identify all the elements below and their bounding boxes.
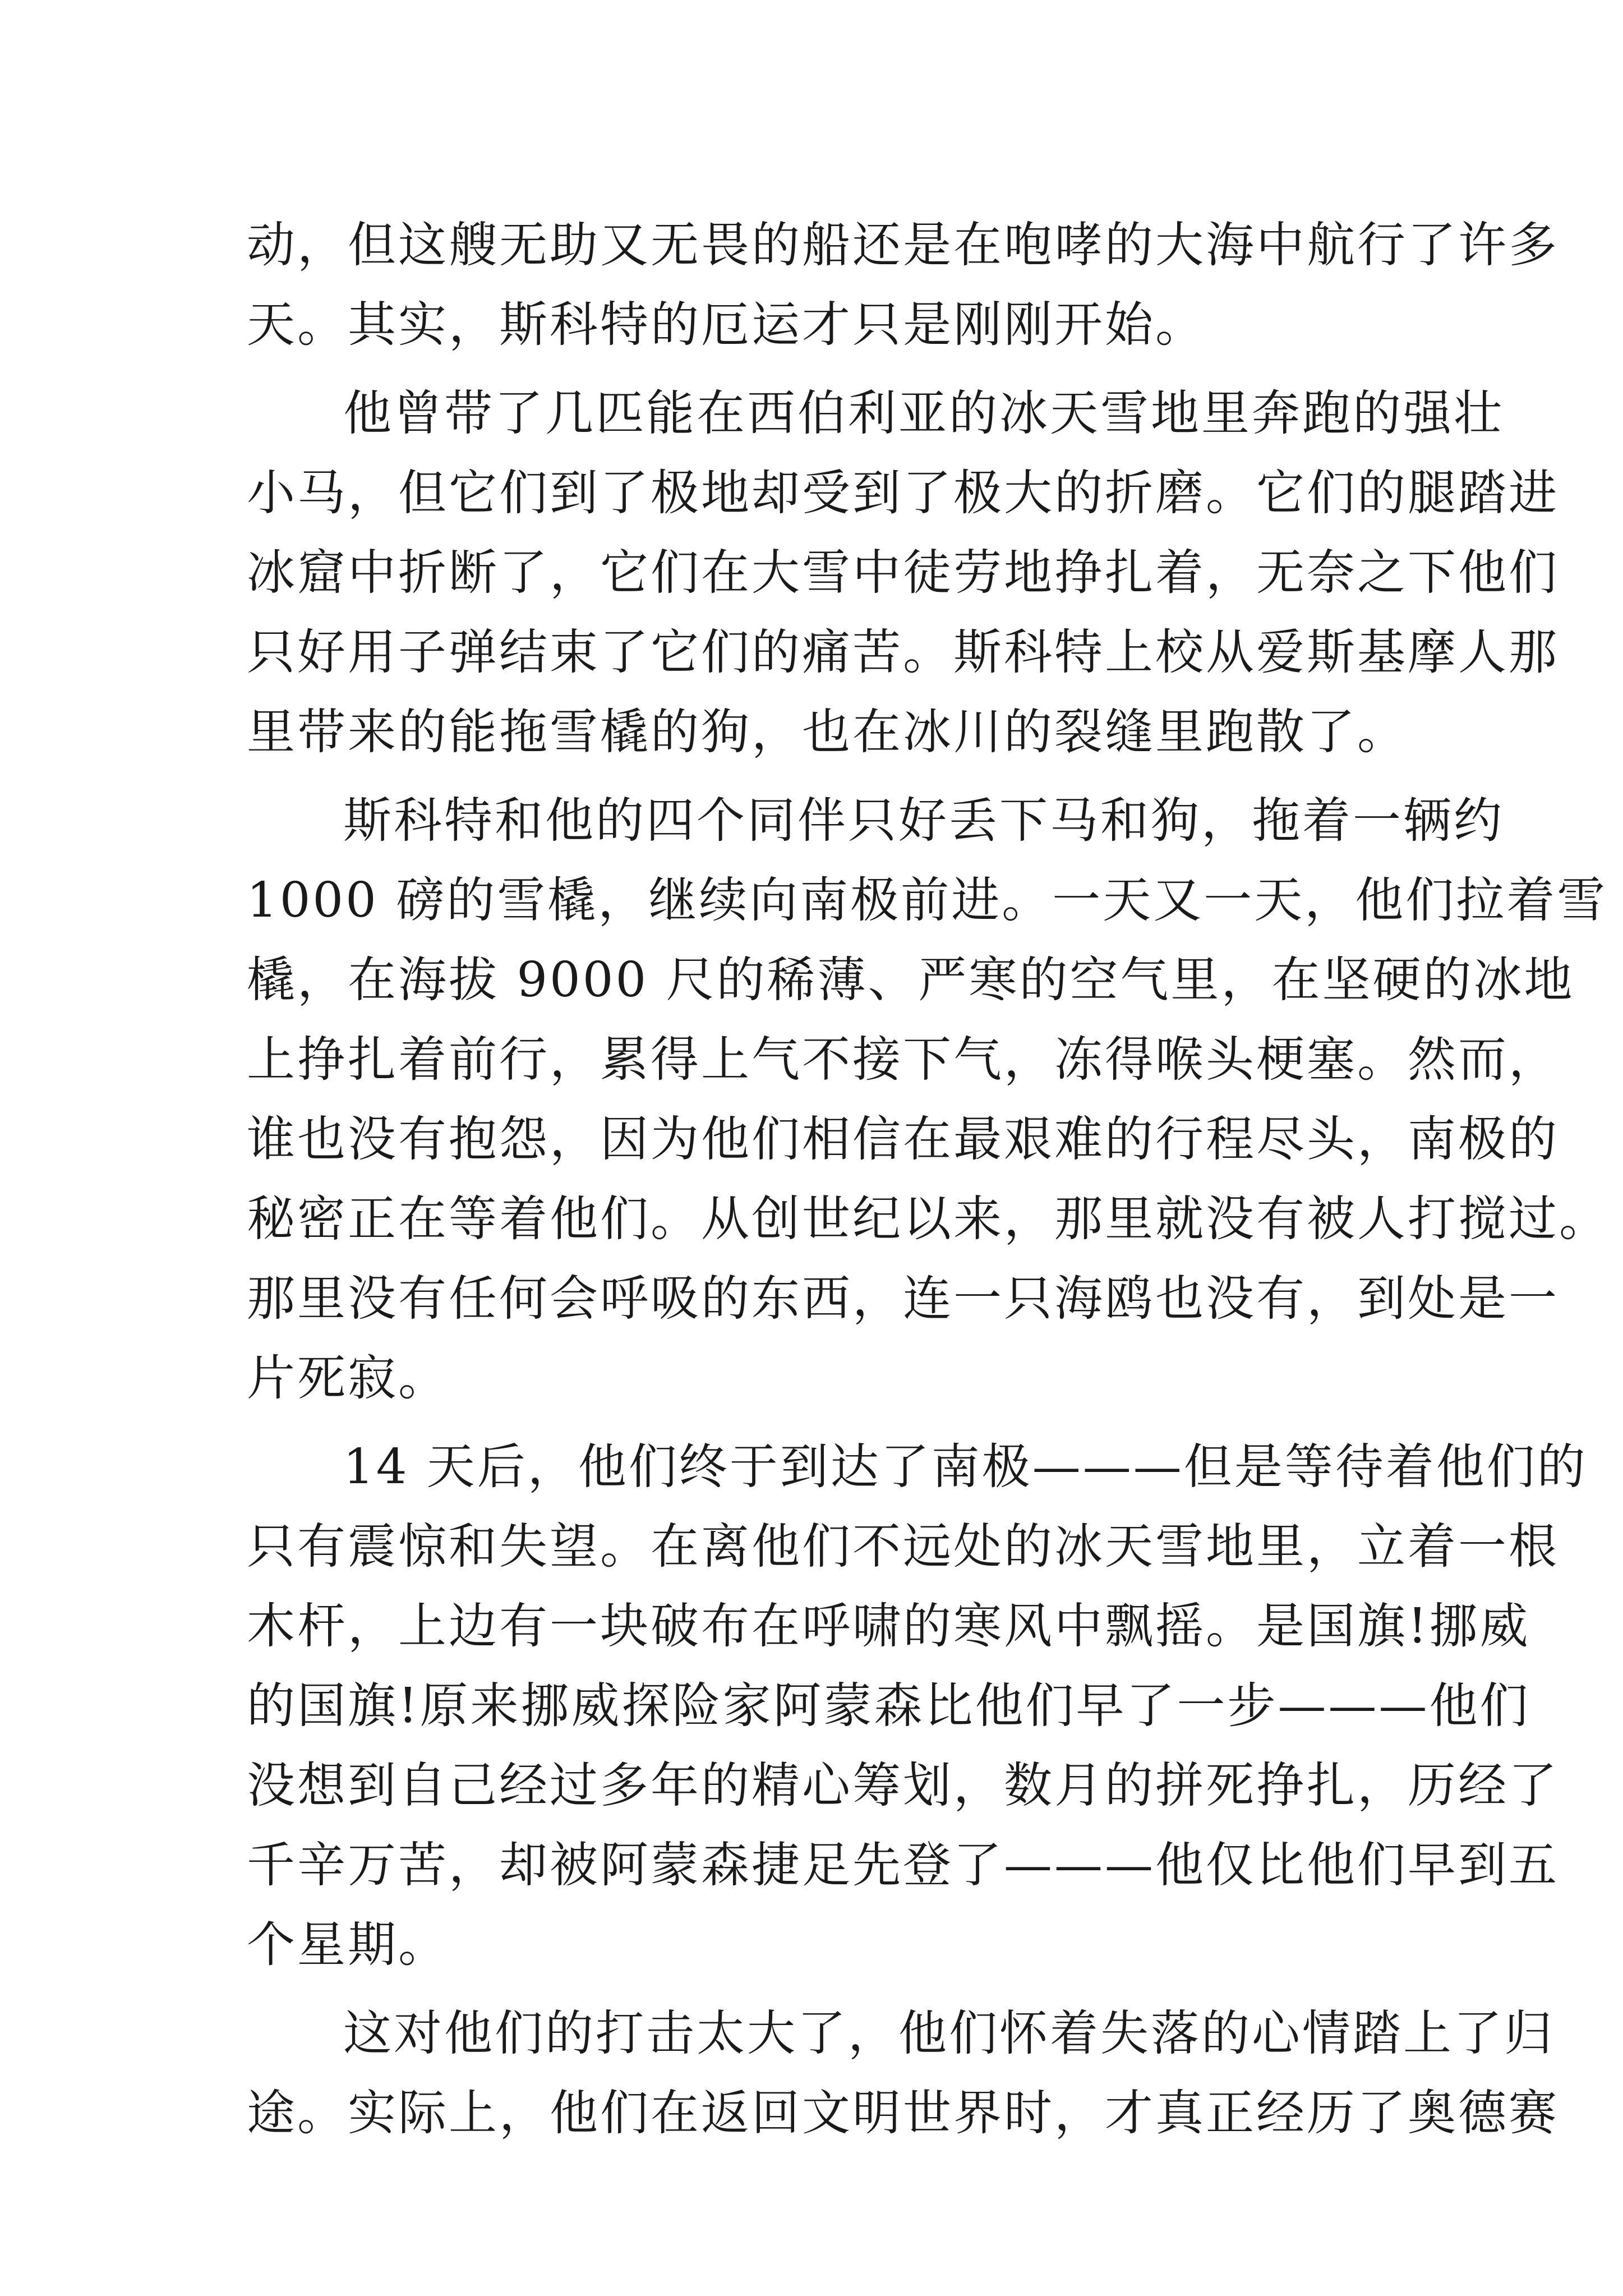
text-line: 谁也没有抱怨，因为他们相信在最艰难的行程尽头，南极的 xyxy=(247,1111,1559,1167)
paragraph-5 xyxy=(247,1994,1559,2153)
text-line: 上挣扎着前行，累得上气不接下气，冻得喉头梗塞。然而， xyxy=(247,1032,1559,1088)
text-line: 秘密正在等着他们。从创世纪以来，那里就没有被人打搅过。 xyxy=(247,1191,1610,1247)
text-line: 橇，在海拔 9000 尺的稀薄、严寒的空气里，在坚硬的冰地 xyxy=(247,952,1575,1008)
text-line: 这对他们的打击太大了，他们怀着失落的心情踏上了归 xyxy=(343,2005,1555,2062)
text-line: 木杆，上边有一块破布在呼啸的寒风中飘摇。是国旗!挪威 xyxy=(247,1598,1530,1654)
text-line: 里带来的能拖雪橇的狗，也在冰川的裂缝里跑散了。 xyxy=(247,704,1408,760)
text-line: 斯科特和他的四个同伴只好丢下马和狗，拖着一辆约 xyxy=(343,793,1504,849)
paragraph-1 xyxy=(247,205,1559,365)
text-line: 动，但这艘无助又无畏的船还是在咆哮的大海中航行了许多 xyxy=(247,217,1559,273)
text-line: 那里没有任何会呼吸的东西，连一只海鸥也没有，到处是一 xyxy=(247,1271,1559,1327)
text-line: 途。实际上，他们在返回文明世界时，才真正经历了奥德赛 xyxy=(247,2085,1559,2141)
text-line: 14 天后，他们终于到达了南极———但是等待着他们的 xyxy=(343,1439,1588,1495)
text-line: 个星期。 xyxy=(247,1917,449,1973)
text-line: 只有震惊和失望。在离他们不远处的冰天雪地里，立着一根 xyxy=(247,1519,1559,1575)
text-line: 小马，但它们到了极地却受到了极大的折磨。它们的腿踏进 xyxy=(247,465,1559,521)
paragraph-3 xyxy=(247,781,1610,1418)
text-line: 的国旗!原来挪威探险家阿蒙森比他们早了一步———他们 xyxy=(247,1678,1530,1734)
text-line: 片死寂。 xyxy=(247,1350,449,1406)
paragraph-4 xyxy=(247,1427,1588,1985)
body-text xyxy=(247,205,1610,2153)
text-line: 天。其实，斯科特的厄运才只是刚刚开始。 xyxy=(247,297,1206,353)
text-line: 他曾带了几匹能在西伯利亚的冰天雪地里奔跑的强壮 xyxy=(343,385,1504,441)
text-line: 冰窟中折断了，它们在大雪中徒劳地挣扎着，无奈之下他们 xyxy=(247,545,1559,601)
text-line: 1000 磅的雪橇，继续向南极前进。一天又一天，他们拉着雪 xyxy=(247,872,1608,928)
paragraph-2 xyxy=(247,374,1559,772)
text-line: 没想到自己经过多年的精心筹划，数月的拼死挣扎，历经了 xyxy=(247,1757,1559,1814)
text-line: 只好用子弹结束了它们的痛苦。斯科特上校从爱斯基摩人那 xyxy=(247,624,1559,680)
text-line: 千辛万苦，却被阿蒙森捷足先登了———他仅比他们早到五 xyxy=(247,1837,1559,1893)
